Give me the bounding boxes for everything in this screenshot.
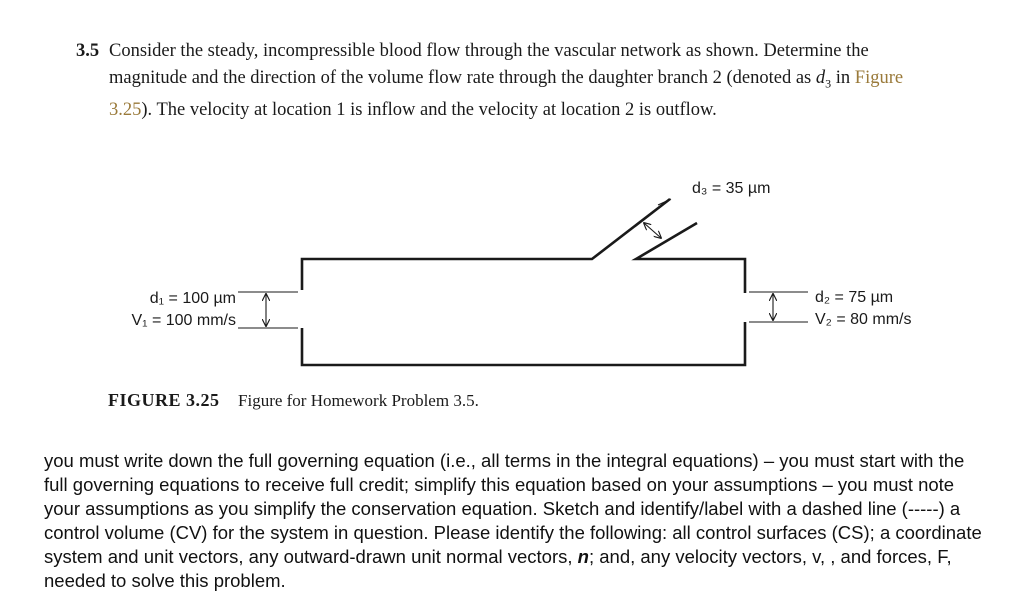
problem-text-2: in (831, 67, 855, 88)
caption-text: Figure for Homework Problem 3.5. (238, 391, 479, 410)
d2-label: d₂ = 75 µm (815, 289, 894, 306)
d1-label: d₁ = 100 µm (149, 290, 236, 307)
v1-label: V₁ = 100 mm/s (131, 312, 236, 329)
v2-label: V₂ = 80 mm/s (815, 311, 912, 328)
vessel-top-left-wall (302, 199, 670, 290)
problem-text-1: Consider the steady, incompressible blood flow through the vascular network as shown. Determine the magnitude and the direction of the volume flow rate through the daughter branch 2 (denoted as (109, 41, 869, 88)
problem-number: 3.5 (76, 41, 100, 61)
figure-reference-link[interactable]: Figure 3.25 (109, 67, 904, 120)
vessel-bottom-wall (302, 322, 745, 365)
instructions-paragraph (44, 449, 984, 593)
instructions-text: you must write down the full governing equation (i.e., all terms in the integral equations) – you must start with the full governing equations to receive full credit; simplify this equation based on your assumptions – you must note your assumptions as you simplify the conservation equation. Sketch and identify/label with a dashed line (-----) a control volume (CV) for the system in question. Please identify the following: all control surfaces (CS); a coordinate system and unit vectors, any outward-drawn unit normal vectors, (44, 450, 982, 567)
problem-text-3: ). The velocity at location 1 is inflow and the velocity at location 2 is outflow. (141, 99, 717, 120)
vessel-top-right-wall (636, 223, 745, 293)
normal-vector-symbol: n (577, 546, 589, 567)
branch-diameter-arrow (644, 223, 661, 238)
instructions-text-end: ; and, any velocity vectors, v, , and forces, F, needed to solve this problem. (44, 546, 952, 591)
var-d3: $d_3$ (815, 67, 832, 91)
caption-number: FIGURE 3.25 (108, 390, 220, 410)
figure-caption (108, 390, 479, 411)
d3-label: d₃ = 35 µm (692, 180, 771, 197)
